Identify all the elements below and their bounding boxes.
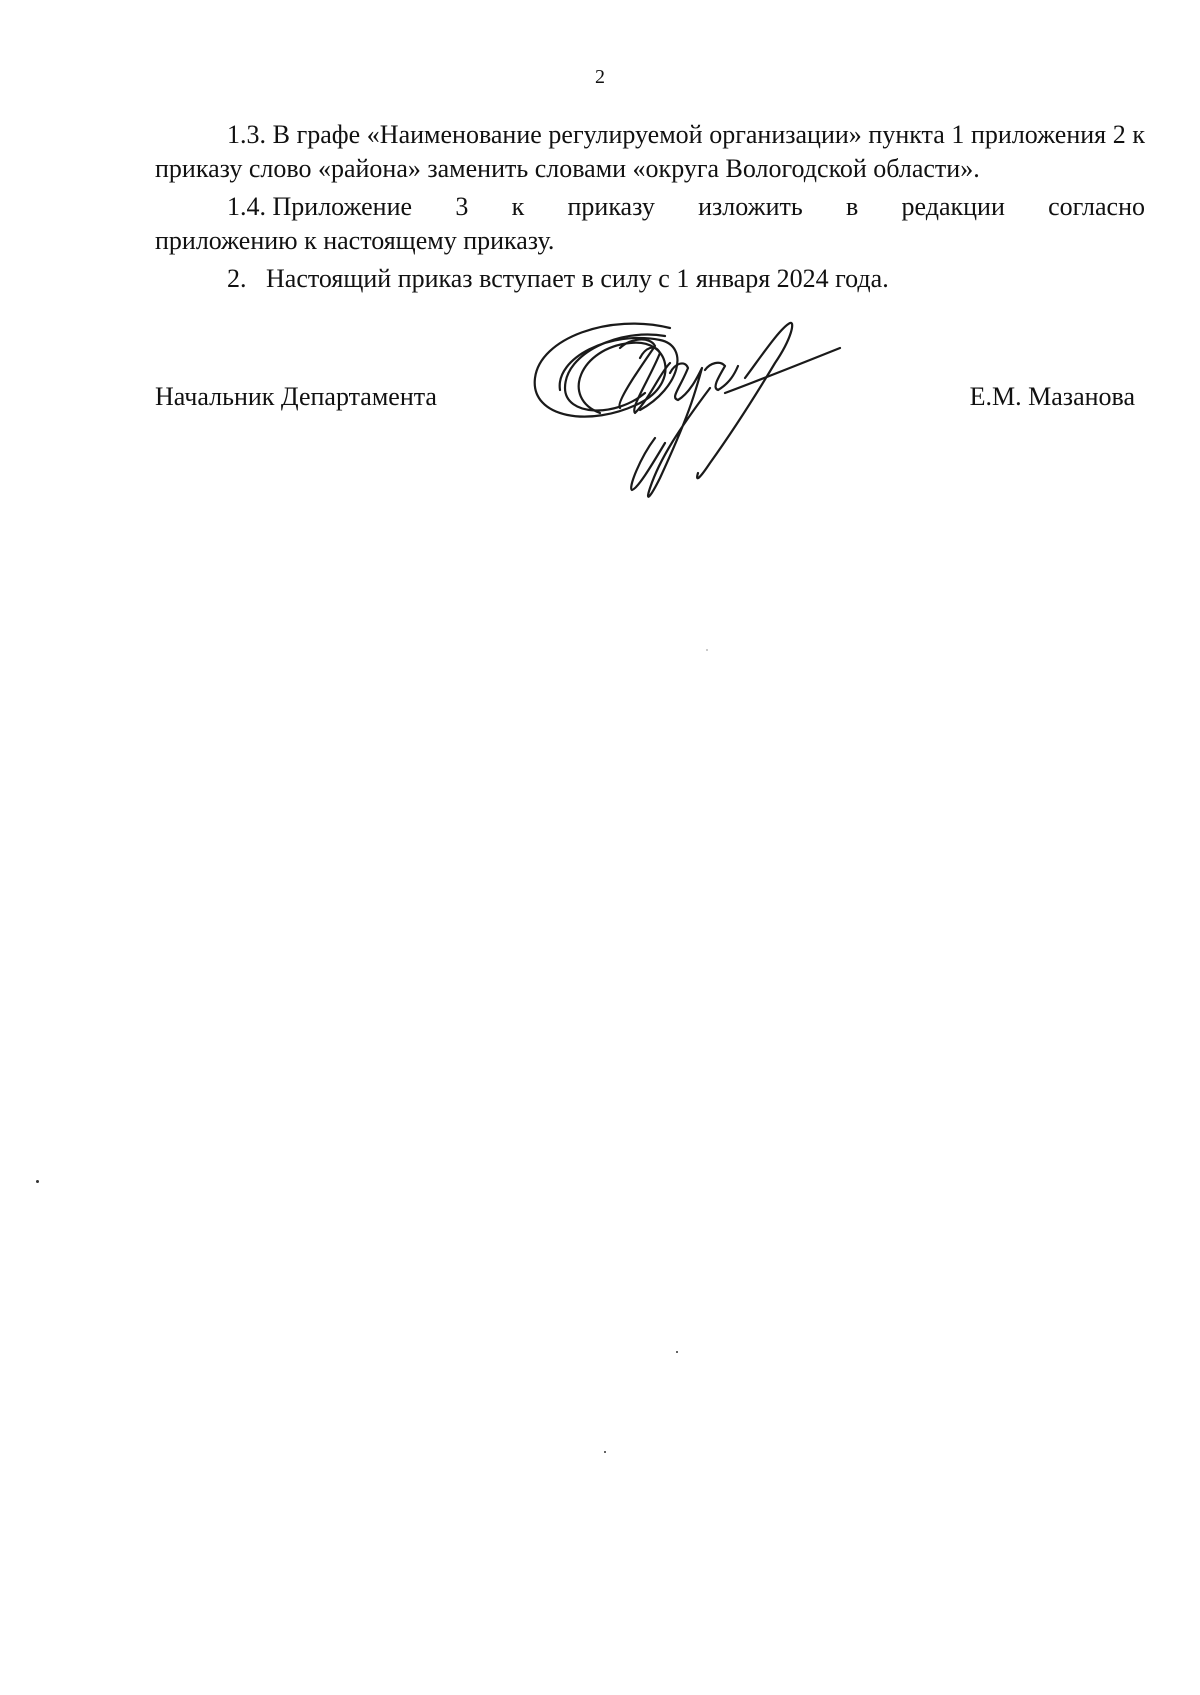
paragraph-1-4-line-2: приложению к настоящему приказу. [155, 226, 555, 255]
scan-speck [604, 1451, 606, 1453]
scan-speck [706, 649, 708, 651]
word: изложить [698, 192, 803, 221]
word: в [845, 192, 859, 221]
word: к [511, 192, 525, 221]
paragraph-2: 2. Настоящий приказ вступает в силу с 1 января 2024 года. [227, 264, 889, 293]
page-number: 2 [595, 66, 605, 88]
handwritten-signature [520, 318, 880, 518]
scan-speck [36, 1180, 39, 1183]
word: приказу [567, 192, 655, 221]
paragraph-1-3: 1.3. В графе «Наименование регулируемой организации» пункта 1 приложения 2 к приказу слово «района» заменить словами «округа Вологодской области». [155, 120, 1145, 183]
word: 1.4. Приложение [227, 192, 413, 221]
word: редакции [901, 192, 1005, 221]
word: 3 [455, 192, 469, 221]
signatory-position: Начальник Департамента [155, 382, 437, 411]
paragraph-1-4 [155, 190, 1145, 258]
signatory-name: Е.М. Мазанова [969, 382, 1135, 411]
word: согласно [1048, 192, 1145, 221]
document-body [155, 118, 1145, 296]
paragraph-1-4-line-1 [155, 190, 1145, 224]
scan-speck [676, 1351, 678, 1353]
